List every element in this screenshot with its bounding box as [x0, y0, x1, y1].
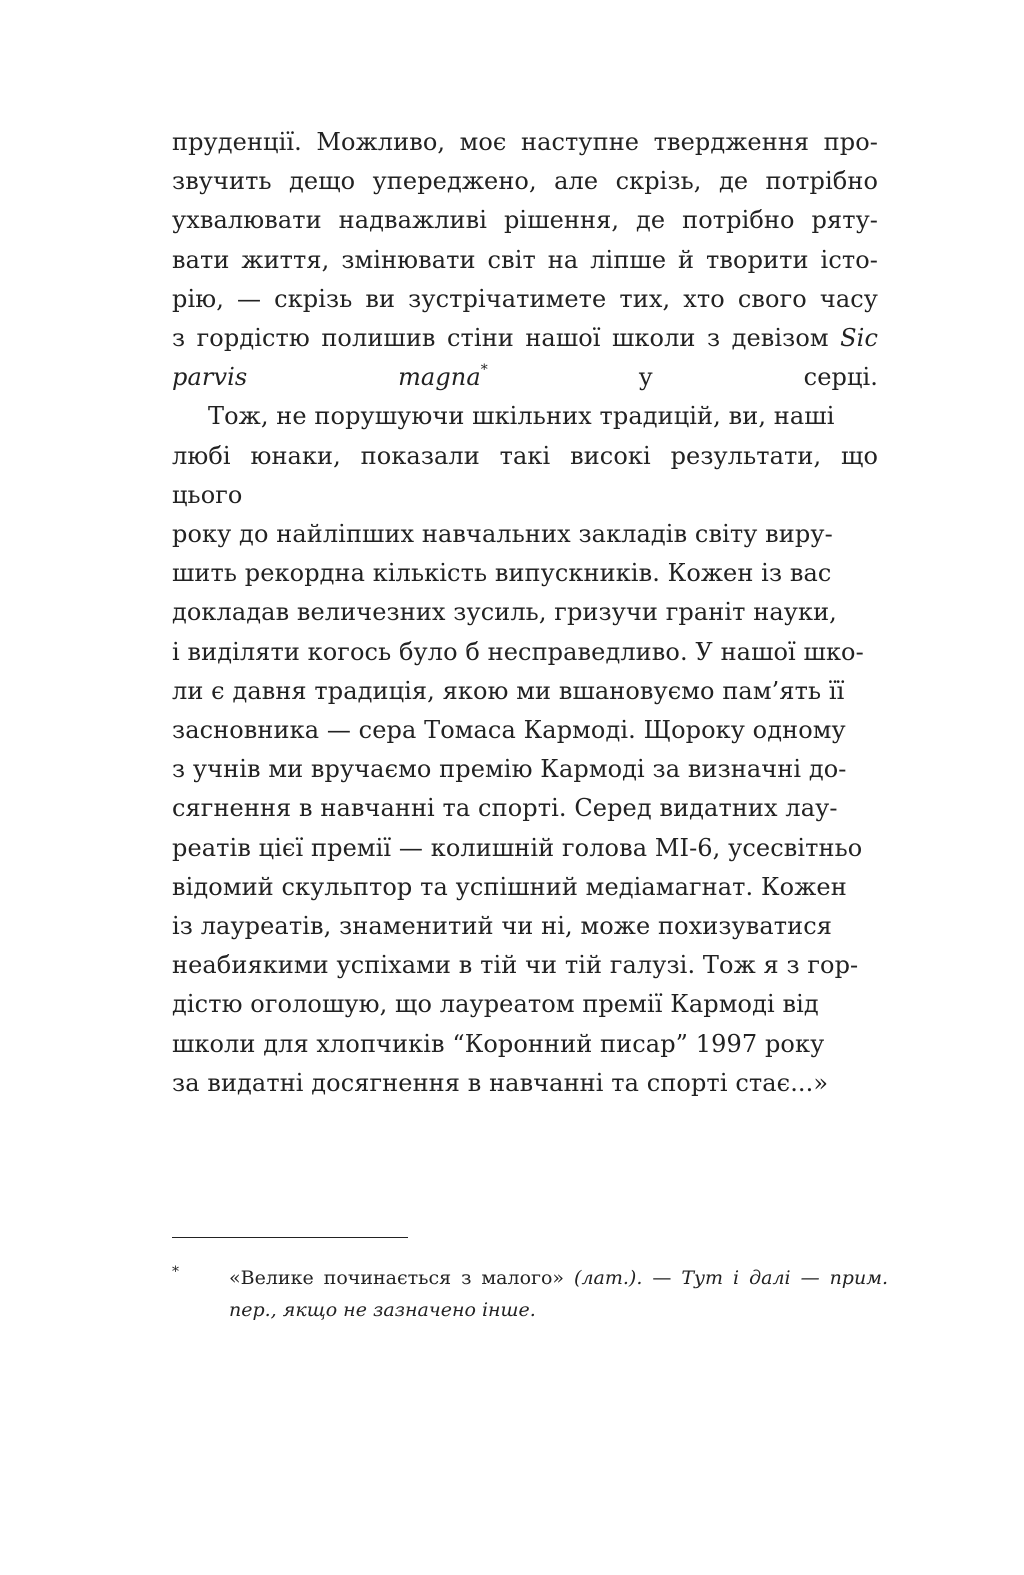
p2-line-16: школи для хлопчиків “Коронний писар” 1997 року	[172, 1029, 825, 1058]
paragraph-1	[172, 123, 878, 397]
p1-line-6: з гордістю полишив стіни нашої школи з девізом	[172, 324, 829, 353]
latin-motto-part2: parvis magna	[172, 363, 481, 392]
footnote-mark: *	[172, 1264, 179, 1280]
p2-line-10: сягнення в навчанні та спорті. Серед видатних лау-	[172, 794, 838, 823]
footnote-divider	[172, 1237, 408, 1238]
footnote-text	[229, 1262, 888, 1326]
p2-line-5: докладав величезних зусиль, гризучи граніт науки,	[172, 598, 837, 627]
footnote-line-2	[229, 1294, 888, 1326]
p1-line-4: вати життя, змінювати світ на ліпше й творити істо-	[172, 245, 878, 274]
p2-line-2: любі юнаки, показали такі високі результати, що цього	[172, 441, 878, 509]
p2-line-14: неабиякими успіхами в тій чи тій галузі. Тож я з гор-	[172, 951, 859, 980]
p1-line-5: рію, — скрізь ви зустрічатимете тих, хто свого часу	[172, 284, 878, 313]
p1-line-1: пруденції. Можливо, моє наступне твердження про-	[172, 128, 878, 156]
latin-motto-part1: Sic	[840, 324, 878, 353]
footnote	[172, 1262, 888, 1326]
p2-line-3: року до найліпших навчальних закладів світу виру-	[172, 520, 833, 549]
main-text	[172, 123, 878, 1103]
p2-line-4: шить рекордна кількість випускників. Кожен із вас	[172, 559, 832, 588]
footnote-italic-line-2: пер., якщо не зазначено інше.	[229, 1299, 536, 1321]
footnote-reference: *	[480, 362, 488, 379]
p2-line-13: із лауреатів, знаменитий чи ні, може похизуватися	[172, 912, 833, 941]
footnote-quote: «Велике починається з малого»	[229, 1267, 565, 1289]
p1-line-3: ухвалювати надважливі рішення, де потрібно ряту-	[172, 206, 878, 235]
p2-line-1: Тож, не порушуючи шкільних традицій, ви, наші	[208, 402, 835, 431]
p2-line-12: відомий скульптор та успішний медіамагнат. Кожен	[172, 872, 847, 901]
p2-line-11: реатів цієї премії — колишній голова МІ-6, усесвітньо	[172, 833, 863, 862]
footnote-italic-line-1: Тут і далі — прим.	[681, 1267, 888, 1289]
footnote-dash: —	[642, 1267, 682, 1289]
footnote-line-1	[229, 1262, 888, 1294]
p2-line-7: ли є давня традиція, якою ми вшановуємо пам’ять її	[172, 676, 845, 705]
footnote-lang-note: (лат.).	[574, 1267, 643, 1289]
paragraph-2	[172, 397, 878, 1103]
p2-line-9: з учнів ми вручаємо премію Кармоді за визначні до-	[172, 755, 847, 784]
p2-line-6: і виділяти когось було б несправедливо. У нашої шко-	[172, 637, 864, 666]
p1-line-7: у серці.	[638, 363, 878, 392]
p2-line-8: засновника — сера Томаса Кармоді. Щороку одному	[172, 716, 846, 745]
p2-line-15: дістю оголошую, що лауреатом премії Кармоді від	[172, 990, 819, 1019]
p2-line-17: за видатні досягнення в навчанні та спорті стає...»	[172, 1068, 829, 1097]
p1-line-2: звучить дещо упереджено, але скрізь, де потрібно	[172, 167, 878, 196]
